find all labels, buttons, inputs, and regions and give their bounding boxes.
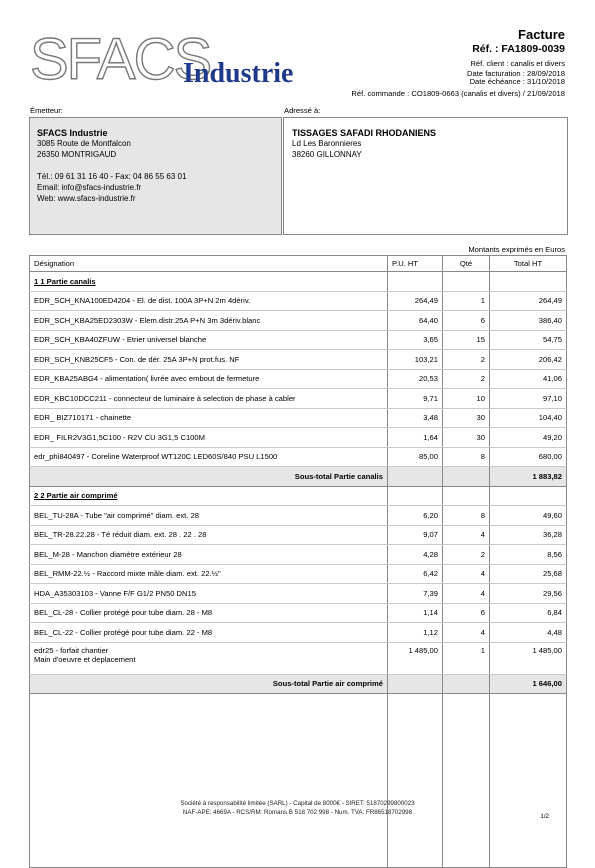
item-designation <box>30 642 388 674</box>
item-designation-line: edr25 - forfait chantier <box>34 645 109 655</box>
item-quantity: 2 <box>443 369 490 389</box>
item-quantity: 2 <box>443 545 490 565</box>
item-unit-price: 4,28 <box>388 545 443 565</box>
item-designation: BEL_RMM-22.½ - Raccord mixte mâle diam. ext. 22.½" <box>30 564 388 584</box>
table-row <box>30 350 567 370</box>
footer-legal-line: Société à responsabilité limitée (SARL) - Capital de 8000€ - SIRET: 51870299800023 <box>180 800 415 807</box>
item-designation: EDR_SCH_KBA40ZFUW - Etrier universel blanche <box>30 330 388 350</box>
item-total: 29,56 <box>490 584 567 604</box>
table-row <box>30 642 567 674</box>
item-quantity: 10 <box>443 389 490 409</box>
invoice-reference: Réf. : FA1809-0039 <box>472 43 565 55</box>
item-designation: edr_phi840497 - Coreline Waterproof WT120C LED60S/840 PSU L1500 <box>30 447 388 467</box>
item-unit-price: 1,12 <box>388 623 443 643</box>
subtotal-value: 1 646,00 <box>490 674 567 694</box>
footer-registration-line: NAF-APE: 4669A - RCS/RM: Romans B 518 702 998 - Num. TVA: FR86518702998 <box>182 809 413 816</box>
item-unit-price: 20,53 <box>388 369 443 389</box>
invoice-table <box>29 255 567 868</box>
section-header-row <box>30 272 567 292</box>
table-row <box>30 584 567 604</box>
page-number: 1/2 <box>540 813 549 820</box>
item-total: 49,60 <box>490 506 567 526</box>
logo-industrie-text: Industrie <box>183 58 294 89</box>
subtotal-row <box>30 674 567 694</box>
item-designation: EDR_SCH_KBA25ED2303W - Elem.distr.25A P+N 3m 3dériv.blanc <box>30 311 388 331</box>
recipient-address-line: 38260 GILLONNAY <box>292 150 362 159</box>
emitter-spacer <box>37 160 186 171</box>
emitter-name: SFACS Industrie <box>37 128 108 138</box>
item-designation-line: Main d'oeuvre et deplacement <box>34 654 136 664</box>
table-row <box>30 545 567 565</box>
item-designation: EDR_SCH_KNB25CF5 - Con. de dér. 25A 3P+N prot.fus. NF <box>30 350 388 370</box>
item-total: 41,06 <box>490 369 567 389</box>
item-designation: EDR_SCH_KNA100ED4204 - El. de dist. 100A 3P+N 2m 4dériv. <box>30 291 388 311</box>
item-total: 206,42 <box>490 350 567 370</box>
emitter-email: Email: info@sfacs-industrie.fr <box>37 183 142 192</box>
table-row <box>30 525 567 545</box>
item-unit-price: 6,20 <box>388 506 443 526</box>
section-title: 1 1 Partie canalis <box>30 272 388 292</box>
company-logo <box>30 27 320 92</box>
subtotal-label: Sous-total Partie canalis <box>30 467 388 487</box>
subtotal-value: 1 883,82 <box>490 467 567 487</box>
emitter-web: Web: www.sfacs-industrie.fr <box>37 194 136 203</box>
currency-note: Montants exprimés en Euros <box>468 245 565 254</box>
item-total: 49,20 <box>490 428 567 448</box>
item-unit-price: 9,07 <box>388 525 443 545</box>
item-total: 8,56 <box>490 545 567 565</box>
client-reference: Réf. client : canalis et divers <box>470 59 565 68</box>
item-total: 4,48 <box>490 623 567 643</box>
item-quantity: 4 <box>443 584 490 604</box>
item-quantity: 6 <box>443 311 490 331</box>
item-unit-price: 1 485,00 <box>388 642 443 674</box>
item-quantity: 8 <box>443 506 490 526</box>
item-quantity: 30 <box>443 428 490 448</box>
table-row <box>30 447 567 467</box>
item-designation: BEL_CL-22 - Collier protégé pour tube diam. 22 - M8 <box>30 623 388 643</box>
item-unit-price: 6,42 <box>388 564 443 584</box>
item-unit-price: 264,49 <box>388 291 443 311</box>
recipient-name: TISSAGES SAFADI RHODANIENS <box>292 128 437 138</box>
item-quantity: 6 <box>443 603 490 623</box>
item-designation: BEL_CL-28 - Collier protégé pour tube diam. 28 - M8 <box>30 603 388 623</box>
item-unit-price: 9,71 <box>388 389 443 409</box>
item-designation: EDR_KBA25ABG4 - alimentation( livrée avec embout de fermeture <box>30 369 388 389</box>
item-designation: EDR_KBC10DCC211 - connecteur de luminaire à selection de phase à cabler <box>30 389 388 409</box>
due-date: Date échéance : 31/10/2018 <box>469 77 565 86</box>
table-row <box>30 623 567 643</box>
item-designation: BEL_TR-28.22.28 - Té réduit diam. ext. 28 . 22 . 28 <box>30 525 388 545</box>
order-reference: Réf. commande : CO1809-0663 (canalis et divers) / 21/09/2018 <box>351 89 565 98</box>
item-quantity: 4 <box>443 564 490 584</box>
emitter-label: Émetteur: <box>30 106 63 115</box>
item-designation: BEL_TU-28A - Tube "air comprimé" diam. ext. 28 <box>30 506 388 526</box>
table-row <box>30 389 567 409</box>
table-row <box>30 428 567 448</box>
logo-sfacs-text: SFACS <box>30 27 211 92</box>
table-row <box>30 291 567 311</box>
item-designation: EDR_ FILR2V3G1,5C100 - R2V CU 3G1,5 C100M <box>30 428 388 448</box>
recipient-address-line: Ld Les Baronnieres <box>292 139 362 148</box>
col-header-designation: Désignation <box>30 256 388 272</box>
table-empty-space <box>30 694 567 868</box>
item-quantity: 4 <box>443 525 490 545</box>
item-total: 104,40 <box>490 408 567 428</box>
item-total: 264,49 <box>490 291 567 311</box>
table-row <box>30 408 567 428</box>
item-total: 97,10 <box>490 389 567 409</box>
item-total: 54,75 <box>490 330 567 350</box>
item-quantity: 4 <box>443 623 490 643</box>
item-unit-price: 85,00 <box>388 447 443 467</box>
item-unit-price: 1,64 <box>388 428 443 448</box>
item-unit-price: 1,14 <box>388 603 443 623</box>
invoice-date: Date facturation : 28/09/2018 <box>467 69 565 78</box>
item-quantity: 2 <box>443 350 490 370</box>
item-quantity: 15 <box>443 330 490 350</box>
table-row <box>30 506 567 526</box>
item-designation: BEL_M-28 - Manchon diamètre extérieur 28 <box>30 545 388 565</box>
table-row <box>30 564 567 584</box>
subtotal-row <box>30 467 567 487</box>
recipient-label: Adressé à: <box>284 106 321 115</box>
col-header-total: Total HT <box>490 256 567 272</box>
item-designation: EDR_ BIZ710171 - chainette <box>30 408 388 428</box>
table-row <box>30 330 567 350</box>
emitter-phone: Tél.: 09 61 31 16 40 - Fax: 04 86 55 63 01 <box>37 172 187 181</box>
table-row <box>30 311 567 331</box>
item-unit-price: 7,39 <box>388 584 443 604</box>
col-header-unit-price: P.U. HT <box>388 256 443 272</box>
item-quantity: 30 <box>443 408 490 428</box>
subtotal-label: Sous-total Partie air comprimé <box>30 674 388 694</box>
table-row <box>30 603 567 623</box>
item-unit-price: 3,65 <box>388 330 443 350</box>
section-header-row <box>30 486 567 506</box>
item-unit-price: 103,21 <box>388 350 443 370</box>
emitter-address-line: 3085 Route de Montfalcon <box>37 139 131 148</box>
section-title: 2 2 Partie air comprimé <box>30 486 388 506</box>
item-quantity: 1 <box>443 642 490 674</box>
item-total: 6,84 <box>490 603 567 623</box>
emitter-box <box>29 117 282 235</box>
col-header-quantity: Qté <box>443 256 490 272</box>
item-quantity: 1 <box>443 291 490 311</box>
item-unit-price: 64,40 <box>388 311 443 331</box>
item-total: 386,40 <box>490 311 567 331</box>
document-title: Facture <box>518 27 565 42</box>
item-total: 680,00 <box>490 447 567 467</box>
emitter-address-line: 26350 MONTRIGAUD <box>37 150 117 159</box>
item-total: 25,68 <box>490 564 567 584</box>
item-total: 1 485,00 <box>490 642 567 674</box>
item-total: 36,28 <box>490 525 567 545</box>
item-designation: HDA_A35303103 - Vanne F/F G1/2 PN50 DN15 <box>30 584 388 604</box>
recipient-box <box>283 117 568 235</box>
table-row <box>30 369 567 389</box>
item-unit-price: 3,48 <box>388 408 443 428</box>
table-header-row <box>30 256 567 272</box>
item-quantity: 8 <box>443 447 490 467</box>
